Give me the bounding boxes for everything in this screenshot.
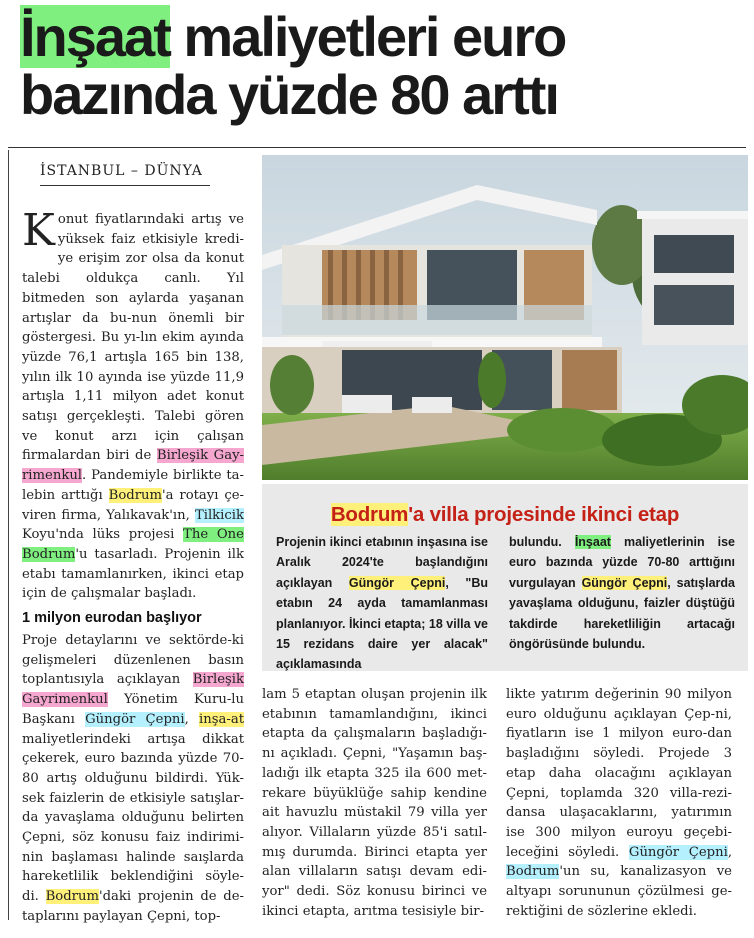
text-run: , "Bu etabın 24 ayda tamamlanması planlanıyor. İkinci etapta; 18 villa ve 15 rezidans daire yer alacak" açıklamasında (276, 575, 488, 672)
left-rule (8, 150, 9, 920)
text-run: 'u tasarladı. Projenin ilk etabı tamamlanırken, ikinci etap için de çalışmalar başladı. (22, 546, 244, 602)
highlight-insaat: İnşaat (574, 535, 611, 549)
caption-title (262, 503, 748, 527)
text-run: 'daki projenin de de-taplarını paylayan Çepni, top- (22, 889, 244, 924)
caption-column-left (276, 532, 488, 675)
highlight-bodrum: Bodrum (45, 889, 99, 905)
drop-cap: K (22, 205, 55, 256)
text-run: maliyetlerinin ise euro bazında yüzde 70-80 arttığını vurgulayan (509, 535, 735, 590)
highlight-gungor: Güngör Çepni (628, 844, 728, 860)
headline-line1-rest: maliyetleri euro (169, 5, 566, 68)
text-run: , (727, 844, 733, 860)
paragraph-col3 (506, 685, 732, 921)
highlight-birlesik: Birleşik Gayrimenkul (22, 672, 244, 708)
text-run: 'a rotayı çe-viren firma, Yalıkavak'ın, (22, 487, 245, 523)
highlight-bodrum: Bodrum (330, 503, 409, 526)
text-run: maliyetlerindeki artışa dikkat çekerek, euro bazında yüzde 70-80 artış olduğunu bildirdi. Yük-sek faizlerin de etkisiyle satışlar-da yavaşlama olduğunu belirten Çepni, söz konusu faiz indirimi-nin başlaması halinde saışlarda hareketlilik beklendiğini söyle-di. (22, 731, 244, 905)
highlight-gungor: Güngör Çepni (85, 711, 185, 727)
villa-photo (262, 155, 748, 480)
highlight-gungor: Güngör Çepni (348, 575, 446, 590)
text-run: onut fiyatlarındaki artış ve yüksek faiz etkisiyle kredi-ye erişim zor olsa da konut talebi oldukça canlı. Yıl bitmeden son aylarda yaşanan artışlar da bu-nun önemli bir göstergesi. Bu yı-lın ekim ayında yüzde 76,1 artışla 165 bin 138, yılın ilk 10 ayında ise yüzde 11,9 artışla 1,11 milyon adet konut satışı gerçekleşti. Talebi gören ve konut arzı için çalışan firmalardan biri de (22, 212, 244, 464)
top-rule (8, 147, 746, 148)
text-run: Proje detaylarını ve sektörde-ki gelişmeleri düzenlenen basın toplantısıyla açıklayan (22, 633, 244, 688)
paragraph-col2: lam 5 etaptan oluşan projenin ilk etabının tamamlandığını, ikinci etapta da çalışmaların başladığı-nı açıkladı. Çepni, "Yaşamın baş-ladığı ilk etapta 325 ila 600 met-rekare büyüklüğe sahip kendine ait havuzlu müstakil 79 villa yer alıyor. Villaların yüzde 85'i satıl-mış durumda. Birinci etapta yer alan villaların satışı devam edi-yor" dedi. Söz konusu birinci ve ikinci etapta, arıtma tesisiyle bir- (262, 687, 487, 919)
highlight-bodrum: Bodrum (108, 487, 162, 503)
article-column-3 (506, 685, 732, 921)
text-run: . Pandemiyle birlikte ta-lebin arttığı (22, 468, 244, 503)
text-run: , (184, 711, 200, 727)
caption-column-right (509, 532, 735, 654)
highlight-bodrum: Bodrum (506, 864, 560, 880)
highlight-insaat: inşa-at (199, 711, 244, 727)
text-run: Projenin ikinci etabının inşasına ise Aralık 2024'te başlandığını açıklayan (276, 535, 488, 590)
text-run: Koyu'nda lüks projesi (22, 527, 184, 543)
highlight-tilkicik: Tilkicik (194, 507, 244, 523)
byline-rule (40, 185, 210, 186)
article-column-1 (22, 205, 245, 604)
article-column-1-continued (22, 631, 244, 927)
paragraph-details (22, 631, 244, 927)
article-column-2 (262, 685, 487, 921)
text-run: 'un su, kanalizasyon ve altyapı sorununun çözülmesi ge-rektiğini de sözlerine ekledi. (506, 864, 732, 919)
headline-highlight: İnşaat (20, 5, 170, 68)
byline: İSTANBUL – DÜNYA (40, 163, 203, 179)
headline-line2: bazında yüzde 80 arttı (20, 63, 558, 126)
subheading: 1 milyon eurodan başlıyor (22, 610, 202, 626)
text-run: , satışlarda yavaşlama olduğunu, faizler düştüğü takdirde hareketliliğin artacağı öngörüsünde bulundu. (509, 575, 735, 652)
headline (20, 5, 740, 126)
highlight-birlesik: Birleşik Gay-rimenkul (22, 448, 244, 484)
text-run: likte yatırım değerinin 90 milyon euro olduğunu açıklayan Çep-ni, fiyatların ise 1 milyon euro-dan başladığını söyledi. Projede 3 etap daha olacağını açıklayan Çepni, toplamda 320 villa-rezi-dansa ulaşacaklarını, yatırımın ise 300 milyon euroyu geçebi-leceğini söyledi. (506, 687, 732, 860)
paragraph-intro (22, 205, 245, 604)
highlight-gungor: Güngör Çepni (581, 575, 668, 590)
text-run: bulundu. (509, 535, 575, 549)
caption-title-rest: 'a villa projesinde ikinci etap (408, 503, 680, 526)
highlight-the-one: The One Bodrum (22, 527, 244, 562)
text-run: Yönetim Kuru-lu Başkanı (22, 692, 244, 727)
